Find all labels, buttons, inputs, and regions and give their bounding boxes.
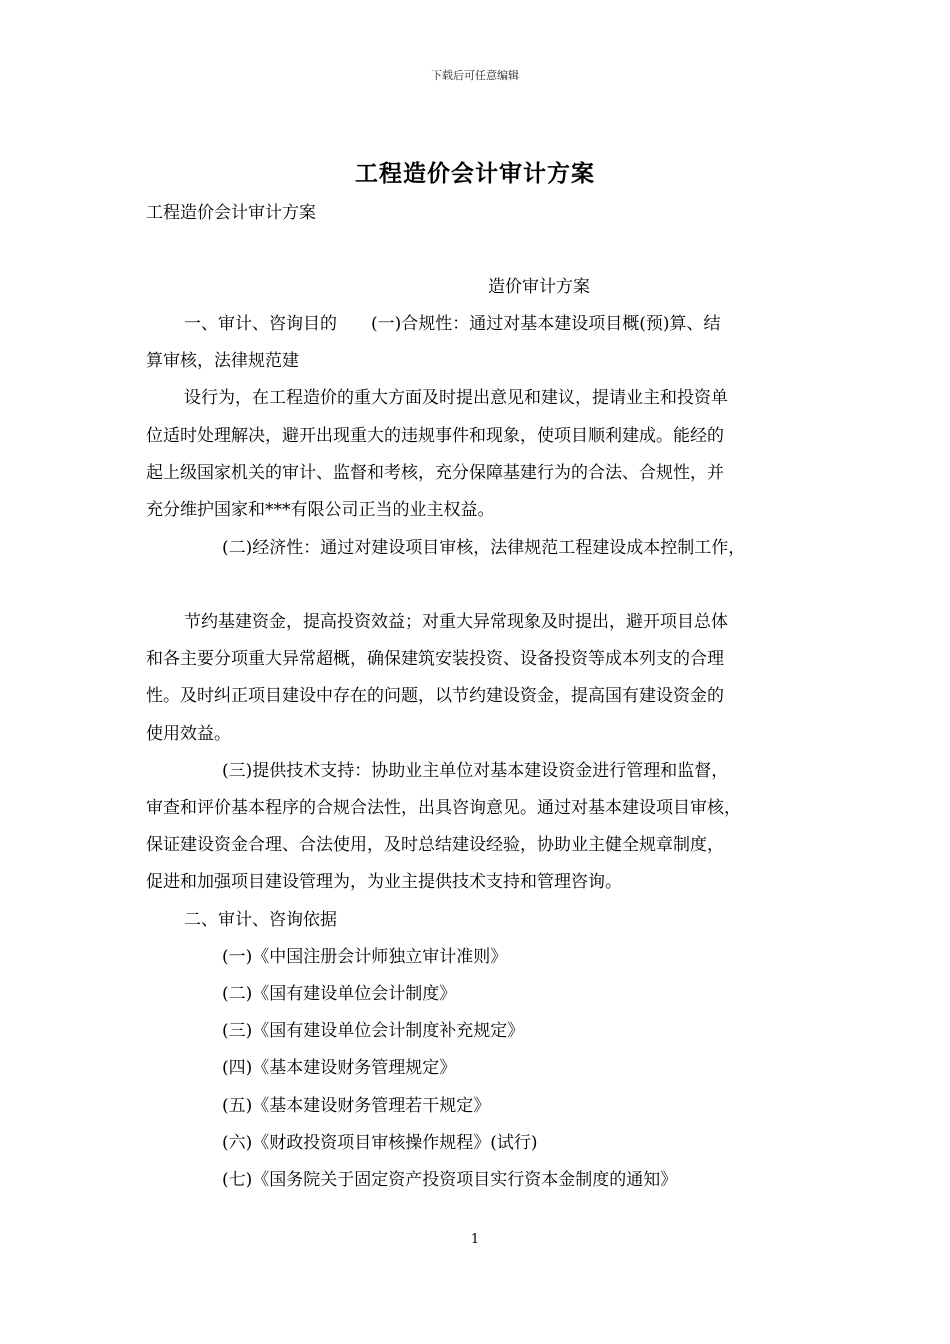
paragraph-line: 促进和加强项目建设管理为，为业主提供技术支持和管理咨询。 (146, 872, 622, 892)
section-heading: 造价审计方案 (488, 277, 590, 297)
basis-list-item: (五)《基本建设财务管理若干规定》 (222, 1096, 491, 1116)
basis-list-item: (二)《国有建设单位会计制度》 (222, 984, 457, 1004)
paragraph-line: 保证建设资金合理、合法使用，及时总结建设经验，协助业主健全规章制度， (146, 835, 724, 855)
basis-list-item: (六)《财政投资项目审核操作规程》(试行) (222, 1133, 538, 1153)
paragraph-line: 算审核，法律规范建 (146, 351, 299, 371)
paragraph-line: (二)经济性：通过对建设项目审核，法律规范工程建设成本控制工作， (222, 538, 746, 558)
paragraph-line: 设行为，在工程造价的重大方面及时提出意见和建议，提请业主和投资单 (184, 388, 728, 408)
paragraph-line: 审查和评价基本程序的合规合法性，出具咨询意见。通过对基本建设项目审核， (146, 798, 741, 818)
paragraph-line: (三)提供技术支持：协助业主单位对基本建设资金进行管理和监督， (222, 761, 729, 781)
document-title: 工程造价会计审计方案 (355, 160, 595, 187)
paragraph-line: 使用效益。 (146, 724, 231, 744)
paragraph-line: 一、审计、咨询目的 (一)合规性：通过对基本建设项目概(预)算、结 (184, 314, 721, 334)
section-heading-basis: 二、审计、咨询依据 (184, 910, 337, 930)
basis-list-item: (三)《国有建设单位会计制度补充规定》 (222, 1021, 525, 1041)
basis-list-item: (七)《国务院关于固定资产投资项目实行资本金制度的通知》 (222, 1170, 678, 1190)
page-header-note: 下载后可任意编辑 (431, 69, 519, 82)
document-subtitle: 工程造价会计审计方案 (146, 203, 316, 223)
paragraph-line: 性。及时纠正项目建设中存在的问题，以节约建设资金，提高国有建设资金的 (146, 686, 724, 706)
basis-list-item: (一)《中国注册会计师独立审计准则》 (222, 947, 508, 967)
paragraph-line: 位适时处理解决，避开出现重大的违规事件和现象，使项目顺利建成。能经的 (146, 426, 724, 446)
basis-list-item: (四)《基本建设财务管理规定》 (222, 1058, 457, 1078)
paragraph-line: 充分维护国家和***有限公司正当的业主权益。 (146, 500, 495, 520)
page-number: 1 (470, 1232, 480, 1247)
paragraph-line: 节约基建资金，提高投资效益；对重大异常现象及时提出，避开项目总体 (184, 612, 728, 632)
paragraph-line: 和各主要分项重大异常超概，确保建筑安装投资、设备投资等成本列支的合理 (146, 649, 724, 669)
paragraph-line: 起上级国家机关的审计、监督和考核，充分保障基建行为的合法、合规性，并 (146, 463, 724, 483)
